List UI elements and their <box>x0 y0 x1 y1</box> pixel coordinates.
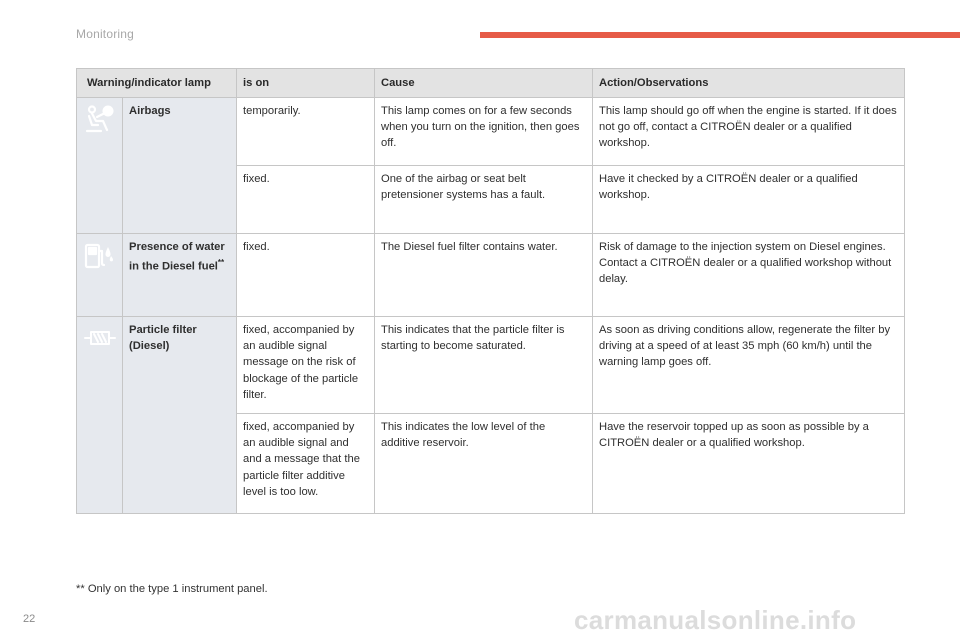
footnote-marker: ** <box>217 258 225 268</box>
page-number: 22 <box>23 613 36 625</box>
column-header-action: Action/Observations <box>593 69 905 98</box>
column-header-lamp: Warning/indicator lamp <box>77 69 237 98</box>
cause-cell: This indicates that the particle filter is starting to become saturated. <box>375 317 593 414</box>
particle-filter-icon <box>83 322 116 354</box>
warning-lamp-table <box>76 68 905 514</box>
lamp-icon-cell <box>77 317 123 514</box>
cause-cell: One of the airbag or seat belt pretensioner systems has a fault. <box>375 166 593 234</box>
is-on-cell: fixed, accompanied by an audible signal message on the risk of blockage of the particle filter. <box>237 317 375 414</box>
water-in-diesel-icon <box>83 239 116 271</box>
cause-cell: The Diesel fuel filter contains water. <box>375 234 593 317</box>
footnote <box>76 583 268 595</box>
table-row <box>77 317 905 414</box>
lamp-icon-cell <box>77 98 123 234</box>
action-cell: Risk of damage to the injection system on Diesel engines. Contact a CITROËN dealer or a qualified workshop without delay. <box>593 234 905 317</box>
table-row <box>77 98 905 166</box>
section-accent-bar <box>480 32 960 38</box>
action-cell: As soon as driving conditions allow, regenerate the filter by driving at a speed of at least 35 mph (60 km/h) until the warning lamp goes off. <box>593 317 905 414</box>
section-title: Monitoring <box>76 27 135 41</box>
table-row <box>77 234 905 317</box>
lamp-name <box>123 234 237 317</box>
lamp-icon-cell <box>77 234 123 317</box>
action-cell: This lamp should go off when the engine is started. If it does not go off, contact a CITROËN dealer or a qualified workshop. <box>593 98 905 166</box>
column-header-cause: Cause <box>375 69 593 98</box>
lamp-name-text: Presence of water in the Diesel fuel <box>129 241 225 273</box>
column-header-is-on: is on <box>237 69 375 98</box>
cause-cell: This indicates the low level of the additive reservoir. <box>375 414 593 514</box>
is-on-cell: fixed. <box>237 166 375 234</box>
cause-cell: This lamp comes on for a few seconds when you turn on the ignition, then goes off. <box>375 98 593 166</box>
table-header-row <box>77 69 905 98</box>
is-on-cell: temporarily. <box>237 98 375 166</box>
lamp-name: Airbags <box>123 98 237 234</box>
airbag-icon <box>83 103 116 135</box>
is-on-cell: fixed. <box>237 234 375 317</box>
lamp-name: Particle filter (Diesel) <box>123 317 237 514</box>
footnote-marker: ** <box>76 583 85 595</box>
footnote-text: Only on the type 1 instrument panel. <box>87 583 268 595</box>
action-cell: Have the reservoir topped up as soon as possible by a CITROËN dealer or a qualified workshop. <box>593 414 905 514</box>
is-on-cell: fixed, accompanied by an audible signal and and a message that the particle filter additive level is too low. <box>237 414 375 514</box>
action-cell: Have it checked by a CITROËN dealer or a qualified workshop. <box>593 166 905 234</box>
watermark: carmanualsonline.info <box>574 605 857 635</box>
